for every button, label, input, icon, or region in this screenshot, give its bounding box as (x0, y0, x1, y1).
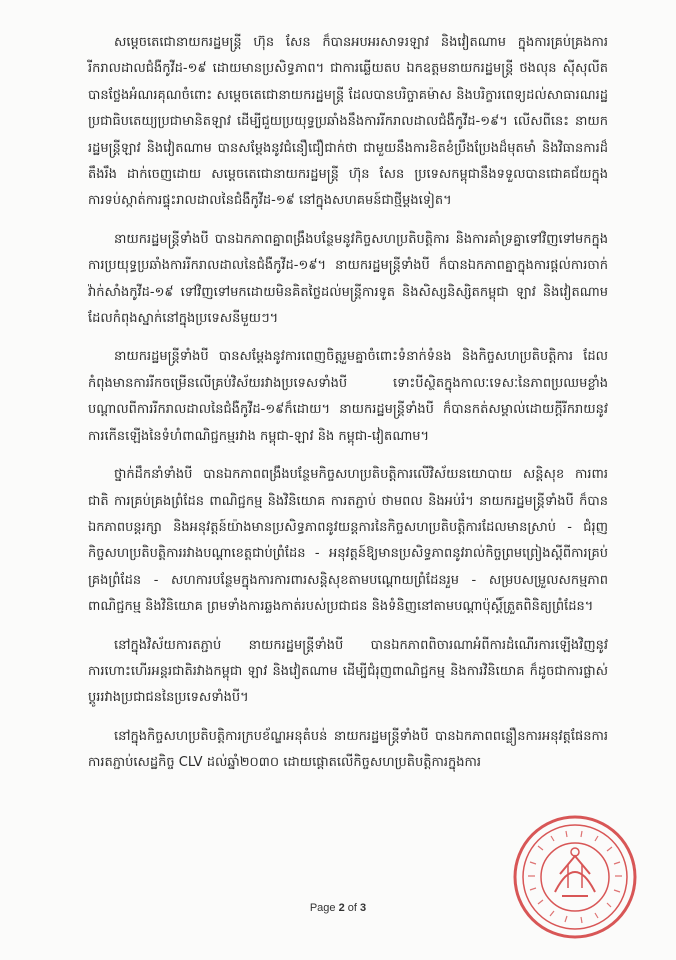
paragraph-2: នាយករដ្ឋមន្ត្រីទាំងបី បានឯកភាពគ្នាពង្រឹងបន្ថែមនូវកិច្ចសហប្រតិបត្តិការ និងការគាំទ្រគ្នាទៅវិញទៅមកក្នុងការប្រយុទ្ធប្រឆាំងការរីករាលដាលនៃជំងឺកូវីដ-១៩។ នាយករដ្ឋមន្ត្រីទាំងបី ក៏បានឯកភាពគ្នាក្នុងការផ្ដល់ការចាក់វ៉ាក់សាំងកូវីដ-១៩ ទៅវិញទៅមកដោយមិនគិតថ្លៃដល់មន្ត្រីការទូត និងសិស្សនិស្សិតកម្ពុជា ឡាវ និងវៀតណាម ដែលកំពុងស្នាក់នៅក្នុងប្រទេសនីមួយៗ។ (88, 231, 608, 327)
footer-middle: of (344, 902, 361, 914)
paragraph-6: នៅក្នុងកិច្ចសហប្រតិបត្តិការក្របខ័ណ្ឌអនុតំបន់ នាយករដ្ឋមន្ត្រីទាំងបី បានឯកភាពពន្លឿនការអនុវត្តផែនការការតភ្ជាប់សេដ្ឋកិច្ច CLV ដល់ឆ្នាំ២០៣០ ដោយផ្ដោតលើកិច្ចសហប្រតិបត្តិការក្នុងការ (88, 728, 608, 771)
document-body (88, 30, 608, 789)
footer-prefix: Page (309, 902, 339, 914)
total-page-count: 3 (360, 902, 367, 914)
current-page-number: 2 (338, 902, 345, 914)
page-footer (0, 902, 676, 914)
paragraph-4: ថ្នាក់ដឹកនាំទាំងបី បានឯកភាពពង្រឹងបន្ថែមកិច្ចសហប្រតិបត្តិការលើវិស័យនយោបាយ សន្តិសុខ ការពារជាតិ ការគ្រប់គ្រងព្រំដែន ពាណិជ្ជកម្ម និងវិនិយោគ ការតភ្ជាប់ ថាមពល និងអប់រំ។ នាយករដ្ឋមន្ត្រីទាំងបី ក៏បានឯកភាពបន្តរក្សា និងអនុវត្តន៍យ៉ាងមានប្រសិទ្ធភាពនូវយន្តការនៃកិច្ចសហប្រតិបត្តិការដែលមានស្រាប់ - ជំរុញកិច្ចសហប្រតិបត្តិការរវាងបណ្ដាខេត្តជាប់ព្រំដែន - អនុវត្តន៍ឱ្យមានប្រសិទ្ធភាពនូវរាល់កិច្ចព្រមព្រៀងស្ដីពីការគ្រប់គ្រងព្រំដែន - សហការបន្ថែមក្នុងការការពារសន្តិសុខតាមបណ្ដោយព្រំដែនរួម - សម្របសម្រួលសកម្មភាពពាណិជ្ជកម្ម និងវិនិយោគ ព្រមទាំងការឆ្លងកាត់របស់ប្រជាជន និងទំនិញនៅតាមបណ្ដាប៉ុស្តិ៍ត្រួតពិនិត្យព្រំដែន។ (88, 467, 608, 615)
official-seal-icon (510, 812, 640, 942)
paragraph-5: នៅក្នុងវិស័យការតភ្ជាប់ នាយករដ្ឋមន្ត្រីទាំងបី បានឯកភាពពិចារណាអំពីការដំណើរការឡើងវិញនូវការហោះហើរអន្តរជាតិរវាងកម្ពុជា ឡាវ និងវៀតណាម ដើម្បីជំរុញពាណិជ្ជកម្ម និងការវិនិយោគ ក៏ដូចជាការផ្លាស់ប្ដូររវាងប្រជាជននៃប្រទេសទាំងបី។ (88, 637, 608, 706)
paragraph-3: នាយករដ្ឋមន្ត្រីទាំងបី បានសម្ដែងនូវការពេញចិត្តរួមគ្នាចំពោះទំនាក់ទំនង និងកិច្ចសហប្រតិបត្តិការ ដែលកំពុងមានការរីកចម្រើនលើគ្រប់វិស័យរវាងប្រទេសទាំងបី ទោះបីស្ថិតក្នុងកាលៈទេសៈនៃភាពប្រឈមខ្លាំងបណ្ដាលពីការរីករាលដាលនៃជំងឺកូវីដ-១៩ក៏ដោយ។ នាយករដ្ឋមន្ត្រីទាំងបី ក៏បានកត់សម្គាល់ដោយក្ដីរីករាយនូវការកើនឡើងនៃទំហំពាណិជ្ជកម្មរវាង កម្ពុជា-ឡាវ និង កម្ពុជា-វៀតណាម។ (88, 349, 608, 444)
paragraph-1: សម្ដេចតេជោនាយករដ្ឋមន្ត្រី ហ៊ុន សែន ក៏បានអបអរសាទរឡាវ និងវៀតណាម ក្នុងការគ្រប់គ្រងការរីករាលដាលជំងឺកូវីដ-១៩ ដោយមានប្រសិទ្ធភាព។ ជាការឆ្លើយតប ឯកឧត្តមនាយករដ្ឋមន្ត្រី ថងលុន ស៊ីសុលីត បានថ្លែងអំណរគុណចំពោះ សម្ដេចតេជោនាយករដ្ឋមន្ត្រី ដែលបានបរិច្ចាគម៉ាស និងបរិក្ខារពេទ្យដល់សាធារណរដ្ឋប្រជាធិបតេយ្យប្រជាមានិតឡាវ ដើម្បីជួយប្រយុទ្ធប្រឆាំងនឹងការរីករាលដាលជំងឺកូវីដ-១៩។ លើសពីនេះ នាយករដ្ឋមន្ត្រីឡាវ និងវៀតណាម បានសម្ដែងនូវជំនឿជឿជាក់ថា ជាមួយនឹងការខិតខំប្រឹងប្រែងដ៏មុតមាំ និងវិធានការដ៏តឹងរឹង ដាក់ចេញដោយ សម្ដេចតេជោនាយករដ្ឋមន្ត្រី ហ៊ុន សែន ប្រទេសកម្ពុជានឹងទទួលបានជោគជ័យក្នុងការទប់ស្កាត់ការផ្ទុះរាលដាលនៃជំងឺកូវីដ-១៩ នៅក្នុងសហគមន៍ជាថ្មីម្ដងទៀត។ (88, 35, 608, 209)
